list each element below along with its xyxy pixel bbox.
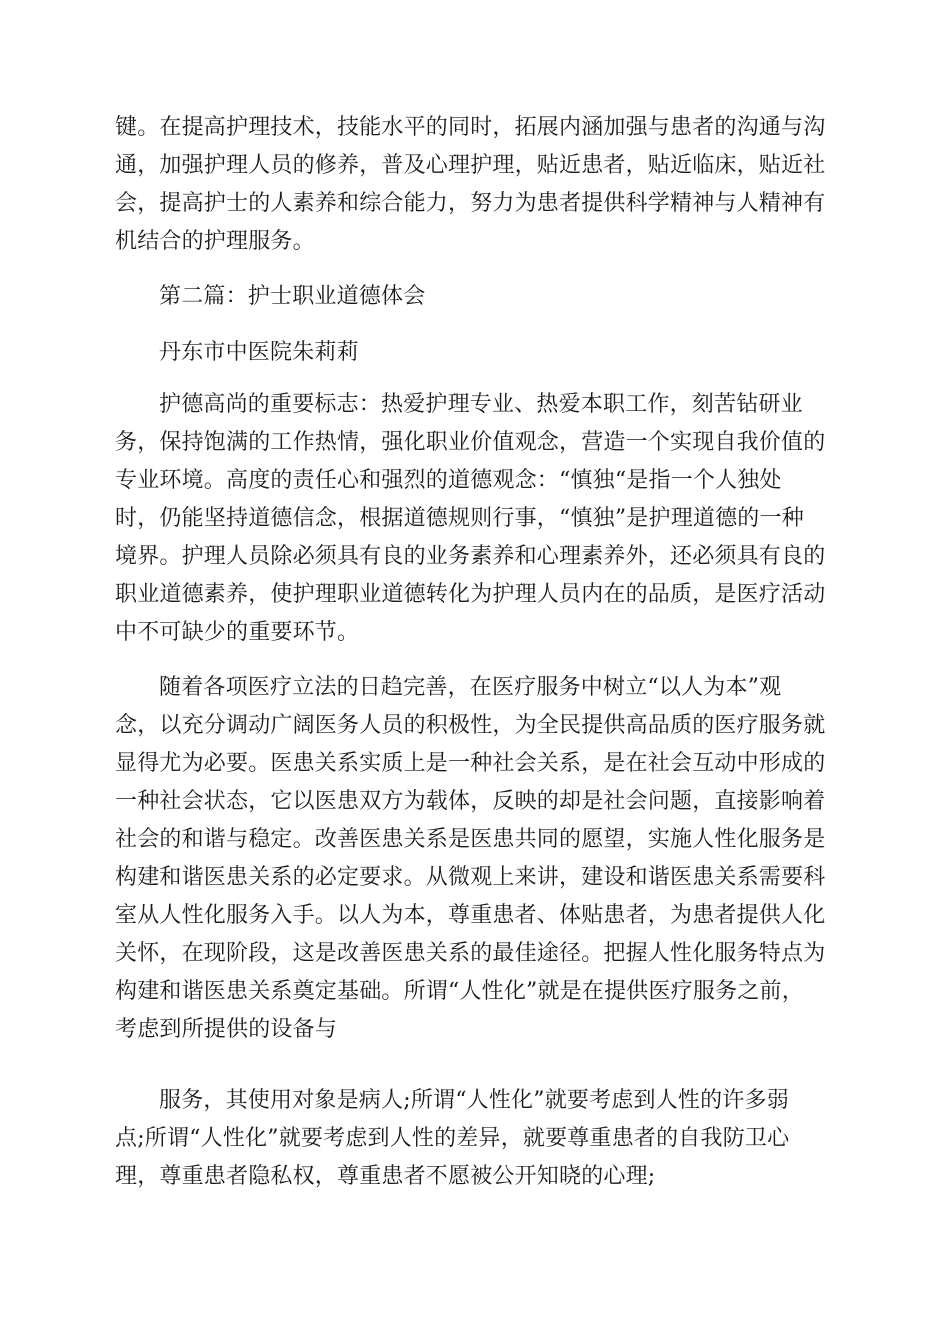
paragraph-line: 考虑到所提供的设备与 — [115, 1017, 338, 1042]
paragraph-line: 关怀，在现阶段，这是改善医患关系的最佳途径。把握人性化服务特点为 — [115, 941, 826, 966]
section-title: 第二篇：护士职业道德体会 — [159, 284, 426, 309]
paragraph-2 — [115, 386, 835, 652]
paragraph-line: 中不可缺少的重要环节。 — [115, 620, 360, 645]
paragraph-line: 键。在提高护理技术，技能水平的同时，拓展内涵加强与患者的沟通与沟 — [115, 115, 826, 140]
paragraph-line: 社会的和谐与稳定。改善医患关系是医患共同的愿望，实施人性化服务是 — [115, 827, 826, 852]
section-heading — [115, 278, 835, 316]
paragraph-line: 随着各项医疗立法的日趋完善，在医疗服务中树立“以人为本”观 — [159, 675, 782, 700]
author-name: 丹东市中医院朱莉莉 — [159, 340, 359, 365]
paragraph-line: 点;所谓“人性化”就要考虑到人性的差异，就要尊重患者的自我防卫心 — [115, 1126, 790, 1151]
paragraph-line: 境界。护理人员除必须具有良的业务素养和心理素养外，还必须具有良的 — [115, 544, 826, 569]
paragraph-line: 构建和谐医患关系奠定基础。所谓“人性化”就是在提供医疗服务之前， — [115, 979, 804, 1004]
paragraph-line: 通，加强护理人员的修养，普及心理护理，贴近患者，贴近临床，贴近社 — [115, 153, 826, 178]
paragraph-line: 护德高尚的重要标志：热爱护理专业、热爱本职工作，刻苦钻研业 — [159, 392, 803, 417]
author-line — [115, 334, 835, 372]
paragraph-line: 一种社会状态，它以医患双方为载体，反映的却是社会问题，直接影响着 — [115, 789, 826, 814]
paragraph-line: 构建和谐医患关系的必定要求。从微观上来讲，建设和谐医患关系需要科 — [115, 865, 826, 890]
paragraph-line: 时，仍能坚持道德信念，根据道德规则行事，“慎独”是护理道德的一种 — [115, 506, 804, 531]
paragraph-line: 专业环境。高度的责任心和强烈的道德观念：“慎独“是指一个人独处 — [115, 468, 782, 493]
paragraph-line: 职业道德素养，使护理职业道德转化为护理人员内在的品质，是医疗活动 — [115, 582, 826, 607]
paragraph-3 — [115, 669, 835, 1049]
paragraph-1 — [115, 109, 835, 261]
paragraph-line: 念，以充分调动广阔医务人员的积极性，为全民提供高品质的医疗服务就 — [115, 713, 826, 738]
paragraph-line: 会，提高护士的人素养和综合能力，努力为患者提供科学精神与人精神有 — [115, 191, 826, 216]
paragraph-line: 显得尤为必要。医患关系实质上是一种社会关系，是在社会互动中形成的 — [115, 751, 826, 776]
paragraph-line: 务，保持饱满的工作热情，强化职业价值观念，营造一个实现自我价值的 — [115, 430, 826, 455]
paragraph-line: 机结合的护理服务。 — [115, 229, 315, 254]
paragraph-line: 理，尊重患者隐私权，尊重患者不愿被公开知晓的心理; — [115, 1164, 656, 1189]
paragraph-line: 室从人性化服务入手。以人为本，尊重患者、体贴患者，为患者提供人化 — [115, 903, 826, 928]
paragraph-line: 服务，其使用对象是病人;所谓“人性化”就要考虑到人性的许多弱 — [159, 1088, 789, 1113]
paragraph-4 — [115, 1082, 835, 1196]
